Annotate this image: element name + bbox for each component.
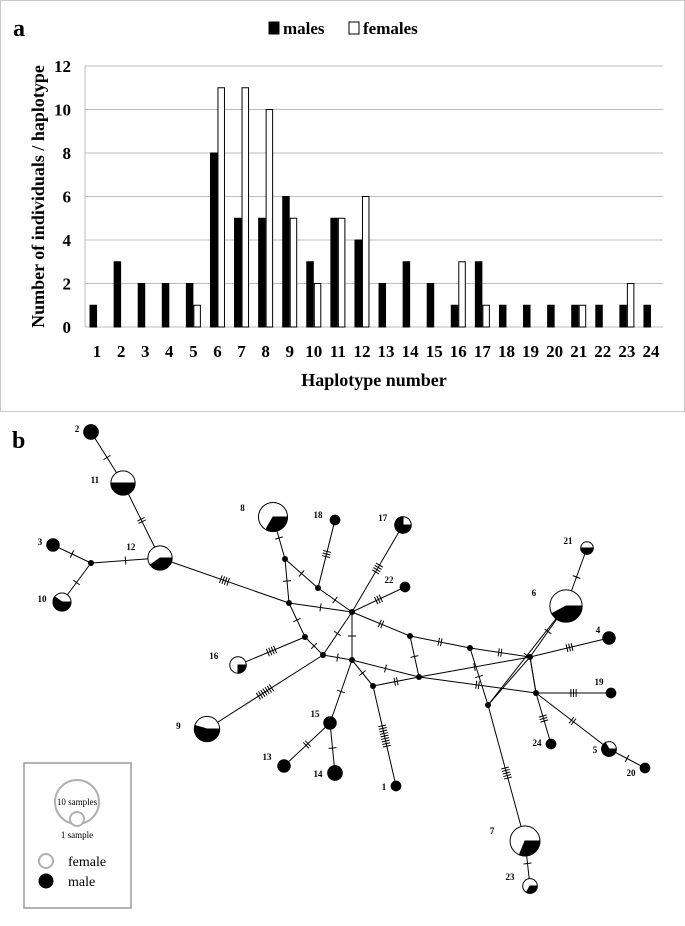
male-slice: [400, 582, 410, 592]
bar-females-17: [483, 305, 490, 327]
legend-male-swatch: [39, 874, 53, 888]
haplotype-label: 23: [505, 872, 515, 882]
network-edge: [238, 637, 305, 665]
bar-chart-svg: [1, 1, 684, 411]
median-vector: [533, 690, 539, 696]
median-vector: [302, 634, 308, 640]
male-slice: [238, 665, 246, 673]
y-tick-label: 2: [62, 274, 71, 294]
network-edge: [352, 612, 410, 636]
bar-males-20: [548, 305, 555, 327]
haplotype-8: [258, 502, 287, 531]
median-vector: [467, 645, 473, 651]
male-slice: [324, 717, 337, 730]
bar-males-15: [427, 284, 434, 328]
male-slice: [581, 548, 594, 554]
x-tick-label: 24: [642, 342, 660, 361]
haplotype-7: [510, 826, 540, 856]
bar-females-16: [459, 262, 466, 327]
bar-males-18: [499, 305, 506, 327]
network-edge: [352, 525, 403, 612]
haplotype-1: [391, 781, 401, 791]
x-tick-label: 3: [140, 342, 150, 361]
bar-females-7: [242, 88, 249, 327]
bar-males-23: [620, 305, 627, 327]
x-axis-title: Haplotype number: [301, 370, 447, 390]
male-slice: [328, 766, 343, 781]
haplotype-9: [194, 716, 219, 741]
haplotype-label: 5: [592, 745, 598, 755]
bar-males-13: [379, 284, 386, 328]
bar-females-23: [627, 284, 634, 328]
male-slice: [47, 539, 60, 552]
haplotype-label: 10: [37, 594, 47, 604]
haplotype-label: 8: [240, 503, 245, 513]
haplotype-5: [602, 742, 617, 757]
panel-b-haplotype-network: [0, 412, 685, 921]
haplotype-label: 4: [595, 625, 601, 635]
bar-males-24: [644, 305, 651, 327]
haplotype-12: [148, 546, 172, 570]
haplotype-label: 18: [313, 510, 323, 520]
bar-females-9: [290, 218, 297, 327]
bar-females-10: [314, 284, 321, 328]
legend-swatch-males: [269, 22, 279, 34]
haplotype-2: [84, 425, 99, 440]
haplotype-label: 16: [209, 651, 219, 661]
median-vector: [370, 683, 376, 689]
legend-female-label: female: [68, 855, 107, 870]
haplotype-label: 19: [594, 677, 604, 687]
panel-label-a: a: [13, 16, 25, 42]
legend-male-label: male: [68, 875, 96, 890]
x-tick-label: 17: [473, 342, 491, 361]
haplotype-label: 15: [310, 709, 320, 719]
haplotype-18: [330, 515, 340, 525]
median-vector: [416, 674, 422, 680]
mutation-tick: [104, 455, 111, 459]
haplotype-4: [603, 632, 616, 645]
haplotype-13: [278, 760, 291, 773]
haplotype-22: [400, 582, 410, 592]
mutation-tick: [501, 649, 502, 657]
median-vector: [349, 657, 355, 663]
x-tick-label: 1: [92, 342, 102, 361]
x-tick-label: 16: [449, 342, 467, 361]
mutation-tick: [293, 618, 300, 621]
median-vector: [88, 560, 94, 566]
haplotype-19: [606, 688, 616, 698]
x-tick-label: 9: [285, 342, 294, 361]
mutation-tick: [329, 748, 337, 749]
haplotype-label: 3: [37, 537, 43, 547]
haplotype-10: [53, 593, 71, 611]
haplotype-24: [546, 739, 556, 749]
median-vector: [286, 600, 292, 606]
network-edge: [530, 657, 536, 693]
bar-males-8: [259, 218, 266, 327]
bar-females-11: [338, 218, 345, 327]
haplotype-15: [324, 717, 337, 730]
x-tick-label: 21: [570, 342, 588, 361]
network-edge: [373, 677, 419, 686]
mutation-tick: [498, 648, 499, 656]
bar-males-3: [138, 284, 145, 328]
y-axis-title: Number of individuals / haplotype: [28, 65, 48, 328]
x-tick-label: 13: [377, 342, 395, 361]
network-edge: [410, 636, 470, 648]
x-tick-label: 18: [497, 342, 515, 361]
bar-males-16: [451, 305, 458, 327]
y-tick-label: 12: [54, 57, 71, 76]
bar-males-1: [90, 305, 97, 327]
network-edges: [53, 432, 645, 886]
x-tick-label: 22: [594, 342, 612, 361]
haplotype-label: 21: [563, 536, 573, 546]
bar-females-12: [362, 197, 369, 328]
y-tick-label: 8: [62, 144, 71, 163]
x-tick-label: 20: [546, 342, 564, 361]
haplotype-label: 2: [74, 424, 80, 434]
haplotype-3: [47, 539, 60, 552]
legend-label-males: males: [283, 19, 325, 38]
haplotype-label: 11: [90, 475, 100, 485]
male-slice: [278, 760, 291, 773]
legend-swatch-females: [349, 22, 359, 34]
mutation-tick: [320, 604, 321, 612]
x-tick-label: 19: [522, 342, 540, 361]
haplotype-16: [230, 657, 246, 673]
bar-males-22: [596, 305, 603, 327]
bar-males-11: [331, 218, 338, 327]
panel-label-b: b: [12, 428, 26, 454]
mutation-tick: [125, 557, 126, 565]
bar-males-6: [210, 153, 217, 327]
haplotype-23: [523, 879, 538, 894]
bar-males-17: [475, 262, 482, 327]
male-slice: [391, 781, 401, 791]
x-tick-label: 6: [213, 342, 222, 361]
haplotype-label: 9: [176, 721, 181, 731]
bar-males-12: [355, 240, 362, 327]
mutation-tick: [283, 581, 291, 582]
haplotype-label: 17: [378, 513, 388, 523]
y-tick-label: 10: [54, 100, 71, 120]
median-vector: [282, 556, 288, 562]
x-tick-label: 11: [329, 342, 346, 361]
bar-males-21: [572, 305, 579, 327]
network-edge: [284, 723, 330, 766]
x-tick-label: 4: [165, 342, 174, 361]
network-edge: [160, 558, 289, 603]
haplotype-label: 13: [262, 752, 272, 762]
legend-size-large-label: 10 samples: [56, 797, 98, 807]
haplotype-21: [581, 542, 594, 555]
mutation-tick: [337, 654, 338, 662]
bar-females-21: [579, 305, 586, 327]
network-edge: [488, 657, 530, 705]
bar-females-8: [266, 110, 273, 328]
median-vector: [349, 609, 355, 615]
median-vector: [320, 652, 326, 658]
legend-size-small-label: 1 sample: [60, 830, 94, 840]
mutation-tick: [334, 631, 341, 635]
bar-females-6: [218, 88, 225, 327]
male-slice: [330, 515, 340, 525]
y-tick-label: 4: [62, 231, 71, 250]
mutation-tick: [70, 550, 73, 557]
haplotype-label: 7: [489, 826, 495, 836]
haplotype-label: 12: [126, 542, 136, 552]
bar-males-10: [307, 262, 314, 327]
network-edge: [419, 677, 536, 693]
bar-males-19: [524, 305, 531, 327]
bar-females-5: [194, 305, 201, 327]
haplotype-11: [111, 471, 135, 495]
network-edge: [470, 648, 530, 657]
male-slice: [546, 739, 556, 749]
x-tick-label: 5: [189, 342, 198, 361]
median-vector: [527, 654, 533, 660]
mutation-tick: [73, 580, 79, 585]
x-tick-label: 12: [353, 342, 371, 361]
bar-males-7: [235, 218, 242, 327]
mutation-tick: [524, 863, 532, 864]
mutation-tick: [625, 755, 629, 762]
x-tick-label: 10: [305, 342, 323, 361]
mutation-tick: [333, 597, 338, 604]
y-tick-label: 6: [62, 187, 71, 207]
x-tick-label: 2: [116, 342, 126, 361]
bar-males-5: [186, 284, 193, 328]
mutation-tick: [476, 681, 477, 689]
male-slice: [84, 425, 99, 440]
bar-males-14: [403, 262, 410, 327]
haplotype-6: [550, 590, 582, 622]
haplotype-label: 24: [532, 738, 542, 748]
mutation-tick: [359, 670, 365, 675]
haplotype-network-svg: [0, 412, 685, 921]
haplotype-label: 1: [381, 782, 387, 792]
male-slice: [603, 632, 616, 645]
haplotype-label: 20: [626, 768, 636, 778]
bar-males-9: [283, 197, 290, 328]
legend-size-small: [70, 812, 84, 826]
male-slice: [606, 688, 616, 698]
haplotype-17: [395, 517, 411, 533]
panel-a-bar-chart: [0, 0, 685, 412]
bar-males-4: [162, 284, 169, 328]
x-tick-label: 8: [261, 342, 270, 361]
x-tick-label: 23: [618, 342, 636, 361]
x-tick-label: 7: [237, 342, 246, 361]
legend-label-females: females: [363, 19, 418, 38]
haplotype-label: 22: [384, 575, 394, 585]
male-slice: [111, 483, 135, 495]
median-vectors: [88, 556, 539, 708]
y-tick-label: 0: [62, 318, 71, 337]
legend: [269, 19, 418, 38]
mutation-tick: [478, 681, 479, 689]
bar-males-2: [114, 262, 121, 327]
x-tick-label: 15: [425, 342, 443, 361]
median-vector: [407, 633, 413, 639]
male-slice: [640, 763, 650, 773]
haplotype-20: [640, 763, 650, 773]
haplotype-14: [328, 766, 343, 781]
median-vector: [315, 585, 321, 591]
legend-female-swatch: [39, 854, 53, 868]
haplotype-label: 14: [313, 769, 323, 779]
network-legend: [24, 763, 131, 908]
x-tick-label: 14: [401, 342, 419, 361]
median-vector: [485, 702, 491, 708]
haplotype-label: 6: [531, 588, 537, 598]
